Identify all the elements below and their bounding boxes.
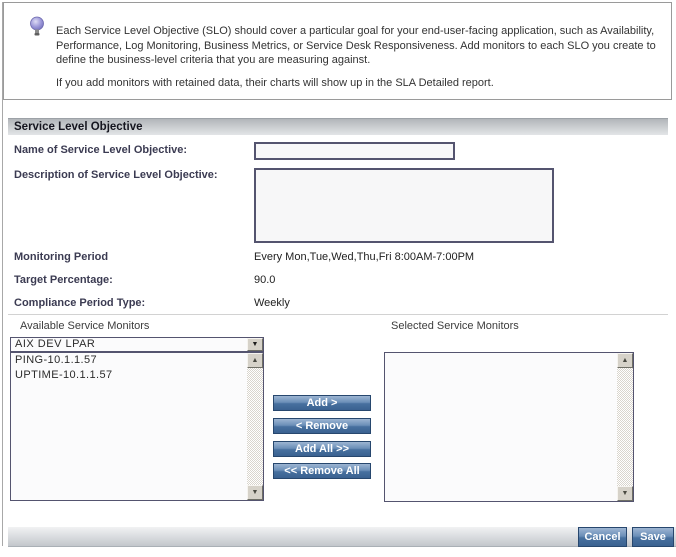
section-header xyxy=(8,118,668,135)
save-button[interactable]: Save xyxy=(632,527,674,547)
scroll-up-icon: ▲ xyxy=(621,357,629,364)
tip-paragraph-2: If you add monitors with retained data, their charts will show up in the SLA Detailed report. xyxy=(56,76,494,89)
list-item[interactable]: UPTIME-10.1.1.57 xyxy=(15,369,113,381)
target-percentage-label: Target Percentage: xyxy=(14,274,113,286)
compliance-period-value: Weekly xyxy=(254,297,290,309)
scrollbar[interactable] xyxy=(617,353,633,501)
scrollbar-track[interactable] xyxy=(617,368,633,486)
dropdown-arrow-button[interactable] xyxy=(247,338,263,351)
slo-name-input[interactable] xyxy=(254,142,455,160)
target-percentage-value: 90.0 xyxy=(254,274,276,286)
section-divider xyxy=(8,314,668,315)
scroll-down-button[interactable] xyxy=(617,486,633,501)
add-all-button[interactable]: Add All >> xyxy=(273,441,371,457)
list-item[interactable]: PING-10.1.1.57 xyxy=(15,354,98,366)
tip-paragraph-1: Each Service Level Objective (SLO) should cover a particular goal for your end-user-facing application, such as Availability, Performance, Log Monitoring, Business Metrics, or Service Desk Responsiveness. Add monitors to each SLO you create to define the business-level criteria that you are measuring against. xyxy=(56,25,656,66)
scroll-down-icon: ▼ xyxy=(621,490,629,497)
monitoring-period-label: Monitoring Period xyxy=(14,251,109,263)
slo-name-label: Name of Service Level Objective: xyxy=(14,144,188,156)
tip-box xyxy=(3,2,672,100)
remove-button[interactable]: < Remove xyxy=(273,418,371,434)
slo-description-label: Description of Service Level Objective: xyxy=(14,169,218,181)
compliance-period-label: Compliance Period Type: xyxy=(14,297,146,309)
scroll-up-button[interactable] xyxy=(617,353,633,368)
chevron-down-icon: ▼ xyxy=(251,341,259,348)
available-monitors-heading: Available Service Monitors xyxy=(20,320,150,332)
scroll-up-button[interactable] xyxy=(247,353,263,368)
lightbulb-icon xyxy=(29,16,45,38)
scroll-up-icon: ▲ xyxy=(251,357,259,364)
section-title: Service Level Objective xyxy=(14,121,143,133)
slo-description-textarea[interactable] xyxy=(254,168,554,243)
add-button[interactable]: Add > xyxy=(273,395,371,411)
scroll-down-icon: ▼ xyxy=(251,489,259,496)
monitor-group-dropdown[interactable] xyxy=(10,337,264,352)
cancel-button[interactable]: Cancel xyxy=(578,527,627,547)
selected-monitors-list[interactable] xyxy=(384,352,634,502)
monitor-group-selected-value: AIX DEV LPAR xyxy=(15,338,96,350)
scrollbar[interactable] xyxy=(247,353,263,500)
scroll-down-button[interactable] xyxy=(247,485,263,500)
selected-monitors-heading: Selected Service Monitors xyxy=(391,320,519,332)
tip-text xyxy=(56,24,668,90)
available-monitors-list[interactable] xyxy=(10,352,264,501)
footer-bar xyxy=(8,527,676,547)
remove-all-button[interactable]: << Remove All xyxy=(273,463,371,479)
monitoring-period-value: Every Mon,Tue,Wed,Thu,Fri 8:00AM-7:00PM xyxy=(254,251,475,263)
scrollbar-track[interactable] xyxy=(247,368,263,485)
